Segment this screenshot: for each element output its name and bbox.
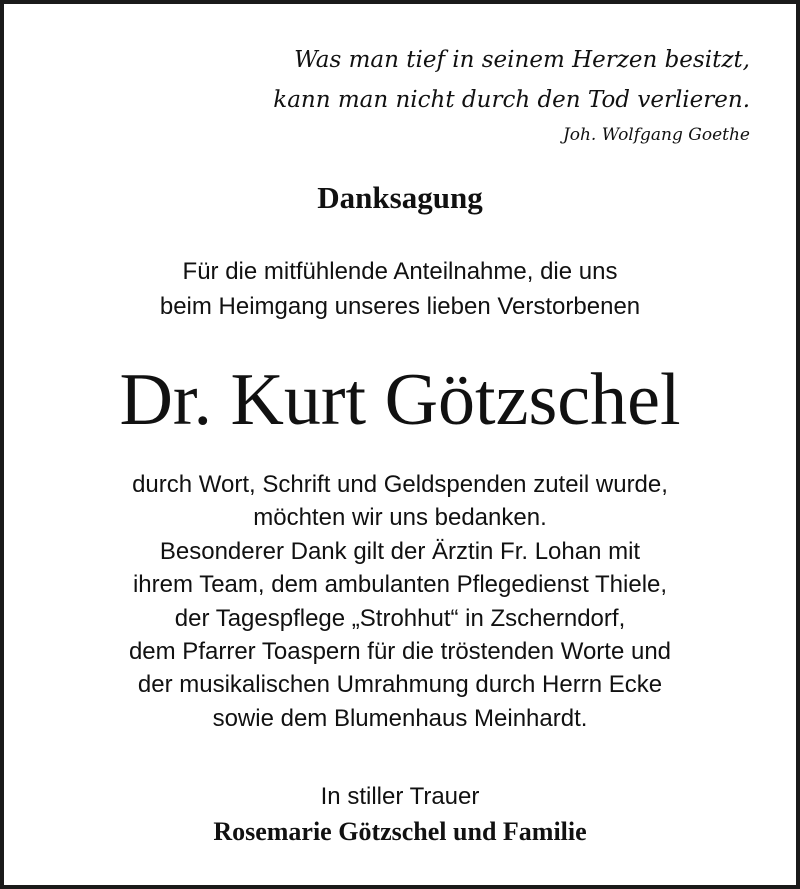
body-line-6: dem Pfarrer Toaspern für die tröstenden Worte und — [128, 638, 672, 666]
closing-phrase: In stiller Trauer — [320, 783, 480, 810]
notice-title: Danksagung — [317, 180, 483, 215]
thanks-body — [0, 468, 800, 735]
quote-line-1: Was man tief in seinem Herzen besitzt, — [294, 47, 750, 73]
deceased-name: Dr. Kurt Götzschel — [119, 359, 681, 441]
body-line-7: der musikalischen Umrahmung durch Herrn Ecke — [137, 671, 663, 699]
body-line-4: ihrem Team, dem ambulanten Pflegedienst Thiele, — [132, 571, 668, 599]
intro-line-1: Für die mitfühlende Anteilnahme, die uns — [182, 258, 618, 285]
signature: Rosemarie Götzschel und Familie — [213, 817, 587, 846]
quote-author: Joh. Wolfgang Goethe — [562, 125, 750, 145]
body-line-2: möchten wir uns bedanken. — [253, 504, 547, 532]
intro-line-2: beim Heimgang unseres lieben Verstorbenen — [159, 293, 641, 320]
body-line-3: Besonderer Dank gilt der Ärztin Fr. Lohan mit — [159, 537, 641, 565]
quote-line-2: kann man nicht durch den Tod verlieren. — [273, 87, 750, 113]
body-line-1: durch Wort, Schrift und Geldspenden zuteil wurde, — [132, 471, 668, 498]
goethe-quote — [273, 40, 750, 148]
body-line-5: der Tagespflege „Strohhut“ in Zscherndorf, — [174, 604, 626, 632]
body-line-8: sowie dem Blumenhaus Meinhardt. — [212, 704, 588, 732]
intro-text — [0, 254, 800, 324]
